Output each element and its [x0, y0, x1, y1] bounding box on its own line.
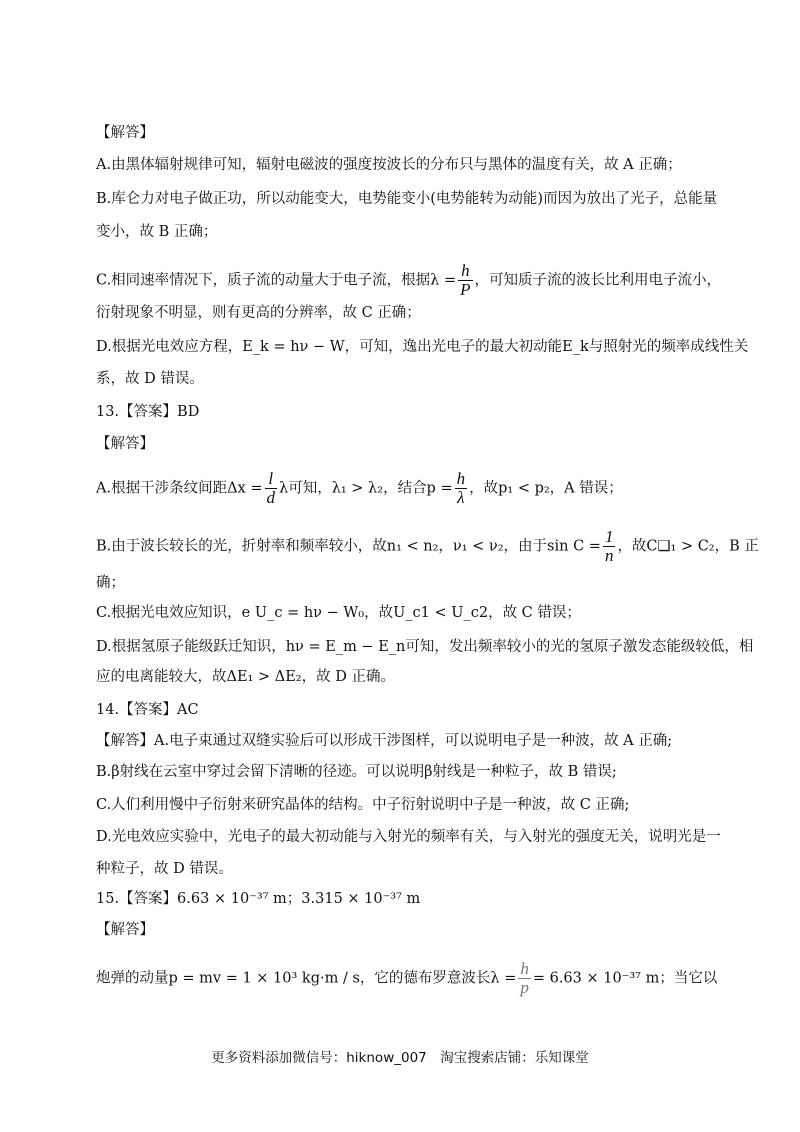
text-segment: ，故C❑₁ > C₂，B 正 [617, 538, 759, 555]
fraction-numerator: h [458, 262, 472, 281]
text-line: 系，故 D 错误。 [96, 371, 204, 387]
fraction-denominator: p [520, 978, 529, 997]
text-line-with-fraction [96, 527, 759, 565]
text-line-with-fraction [96, 470, 720, 507]
text-line: A.由黑体辐射规律可知，辐射电磁波的强度按波长的分布只与黑体的温度有关，故 A 正确； [96, 157, 682, 173]
answer-heading: 【解答】 [96, 922, 154, 938]
text-line: D.光电效应实验中，光电子的最大初动能与入射光的频率有关，与入射光的强度无关，说明光是一 [96, 829, 721, 845]
text-segment: = 6.63 × 10⁻³⁷ m；当它以 [532, 970, 718, 987]
fraction [603, 528, 616, 565]
text-line: 种粒子，故 D 错误。 [96, 861, 233, 877]
text-line: D.根据光电效应方程，E_k = hν − W，可知，逸出光电子的最大初动能E_k与照射光的频率成线性关 [96, 339, 749, 355]
text-line-with-fraction [96, 960, 720, 997]
text-line: C.人们利用慢中子衍射来研究晶体的结构。中子衍射说明中子是一种波，故 C 正确; [96, 797, 630, 813]
text-line: 确； [96, 575, 125, 591]
text-segment: A.根据干涉条纹间距Δx = [96, 480, 263, 497]
fraction [265, 470, 278, 507]
fraction [518, 960, 531, 997]
fraction-numerator: h [456, 469, 466, 488]
fraction-denominator: λ [457, 488, 465, 507]
answer-heading: 【解答】 [96, 436, 154, 452]
answer-line-13: 13.【答案】BD [96, 404, 200, 420]
text-line: B.库仑力对电子做正功，所以动能变大，电势能变小(电势能转为动能)而因为放出了光子，总能量 [96, 191, 718, 207]
fraction [458, 262, 472, 299]
text-line: B.β射线在云室中穿过会留下清晰的径迹。可以说明β射线是一种粒子，故 B 错误; [96, 764, 617, 780]
text-segment: λ可知，λ₁ > λ₂，结合p = [279, 480, 453, 497]
fraction-numerator: h [520, 959, 529, 978]
fraction [455, 470, 468, 507]
text-line: 应的电离能较大，故ΔE₁ > ΔE₂，故 D 正确。 [96, 669, 395, 685]
text-segment: 炮弹的动量p = mv = 1 × 10³ kg·m / s，它的德布罗意波长λ = [96, 970, 517, 987]
fraction-numerator: 1 [604, 527, 614, 546]
text-line-with-fraction [96, 262, 720, 299]
text-line: D.根据氢原子能级跃迁知识，hν = E_m − E_n可知，发出频率较小的光的氢原子激发态能级较低，相 [96, 639, 754, 655]
fraction-denominator: d [266, 488, 275, 507]
text-line: C.根据光电效应知识，e U_c = hν − W₀，故U_c1 < U_c2，故 C 错误； [96, 605, 581, 621]
text-line: 变小，故 B 正确； [96, 224, 218, 240]
text-line: 【解答】A.电子束通过双缝实验后可以形成干涉图样，可以说明电子是一种波，故 A 正确; [96, 733, 673, 749]
answer-line-14: 14.【答案】AC [96, 702, 199, 718]
answer-line-15: 15.【答案】6.63 × 10⁻³⁷ m；3.315 × 10⁻³⁷ m [96, 891, 421, 907]
fraction-denominator: n [604, 546, 614, 565]
fraction-numerator: l [265, 470, 278, 489]
text-segment: C.相同速率情况下，质子流的动量大于电子流，根据λ = [96, 272, 457, 289]
page-footer: 更多资料添加微信号：hiknow_007 淘宝搜索店铺：乐知课堂 [211, 1050, 589, 1066]
text-line: 衍射现象不明显，则有更高的分辨率，故 C 正确； [96, 305, 421, 321]
text-segment: ，可知质子流的波长比利用电子流小， [474, 272, 722, 289]
text-segment: ，故p₁ < p₂，A 错误； [469, 480, 623, 497]
fraction-denominator: P [460, 280, 471, 299]
text-segment: B.由于波长较长的光，折射率和频率较小，故n₁ < n₂，ν₁ < ν₂，由于sin C = [96, 538, 601, 555]
answer-heading: 【解答】 [96, 125, 154, 141]
